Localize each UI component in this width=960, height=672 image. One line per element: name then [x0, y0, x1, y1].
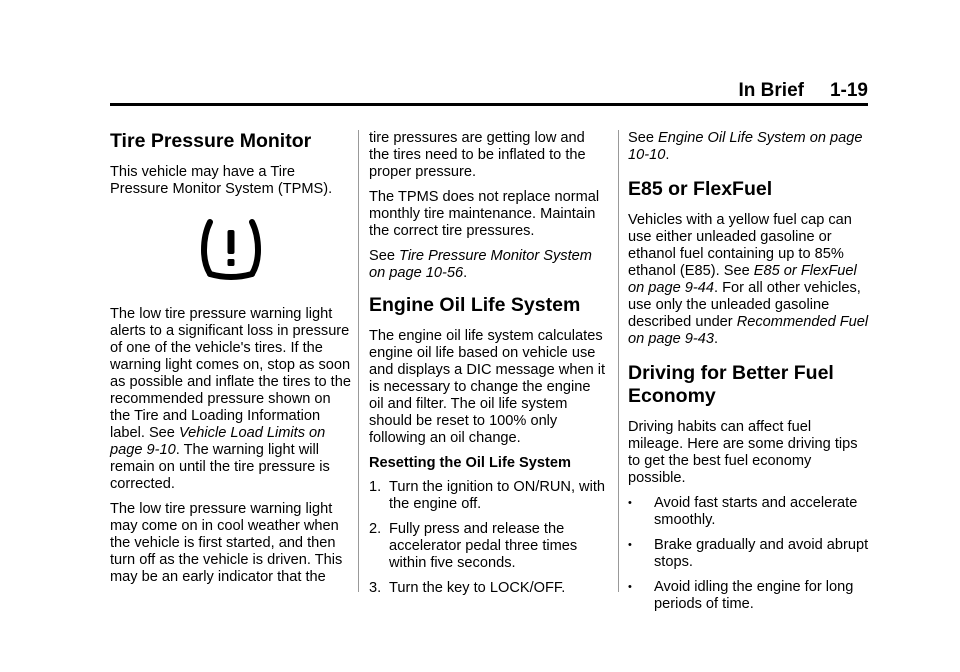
cross-reference: Engine Oil Life System on page 10-10: [628, 130, 863, 163]
header-rule: [110, 103, 868, 106]
list-item: 3. Turn the key to LOCK/OFF.: [369, 580, 566, 596]
column-2: [369, 130, 609, 605]
list-item: • Brake gradually and avoid abrupt stops.: [628, 537, 869, 570]
column-3: [628, 130, 870, 621]
bullet-icon: •: [628, 581, 632, 593]
page-number: 1-19: [829, 80, 868, 101]
tire-pressure-warning-icon: [198, 218, 264, 282]
tpms-see-reference: See Tire Pressure Monitor System on page 10-56.: [369, 248, 592, 281]
oil-life-paragraph: The engine oil life system calculates engine oil life based on vehicle use and displays a DIC message when it is necessary to change the engine oil and filter. The oil life system should be reset to 100% only following an oil change.: [369, 328, 606, 446]
page-header: [739, 80, 868, 102]
section-heading-e85-flexfuel: E85 or FlexFuel: [628, 178, 773, 200]
fuel-economy-paragraph: Driving habits can affect fuel mileage. Here are some driving tips to get the best fuel economy possible.: [628, 419, 858, 486]
section-heading-engine-oil-life: Engine Oil Life System: [369, 294, 581, 316]
cross-reference: Tire Pressure Monitor System on page 10-56: [369, 248, 592, 281]
section-title: In Brief: [738, 80, 804, 101]
bullet-icon: •: [628, 497, 632, 509]
tpms-intro: This vehicle may have a Tire Pressure Monitor System (TPMS).: [110, 164, 333, 197]
tpms-warning-icon-container: [110, 218, 352, 282]
list-item: 2. Fully press and release the accelerator pedal three times within five seconds.: [369, 521, 578, 571]
cross-reference: E85 or FlexFuel on page 9-44: [628, 263, 857, 296]
driving-tips-list: [628, 495, 870, 613]
tpms-maintenance-paragraph: The TPMS does not replace normal monthly tire maintenance. Maintain the correct tire pressures.: [369, 189, 600, 239]
section-heading-fuel-economy: Driving for Better Fuel Economy: [628, 362, 834, 407]
list-item: 1. Turn the ignition to ON/RUN, with the engine off.: [369, 479, 606, 512]
oil-life-see-reference: See Engine Oil Life System on page 10-10.: [628, 130, 863, 163]
e85-paragraph: Vehicles with a yellow fuel cap can use either unleaded gasoline or ethanol fuel containing up to 85% ethanol (E85). See E85 or FlexFuel on page 9-44. For all other vehicles, use only the unleaded gasoline described under Recommended Fuel on page 9-43.: [628, 212, 869, 347]
cross-reference: Vehicle Load Limits on page 9-10: [110, 425, 326, 458]
reset-steps-list: [369, 479, 609, 597]
list-item: • Avoid idling the engine for long periods of time.: [628, 579, 854, 612]
section-heading-tire-pressure-monitor: Tire Pressure Monitor: [110, 130, 312, 152]
column-1: [110, 130, 352, 594]
tpms-cold-weather-paragraph: The low tire pressure warning light may come on in cool weather when the vehicle is first started, and then turn off as the vehicle is driven. This may be an early indicator that the: [110, 501, 343, 585]
tpms-warning-paragraph: The low tire pressure warning light alerts to a significant loss in pressure of one of the vehicle's tires. If the warning light comes on, stop as soon as possible and inflate the tires to the recommended pressure shown on the Tire and Loading Information label. See Vehicle Load Limits on page 9-10. The warning light will remain on until the tire pressure is corrected.: [110, 306, 351, 492]
cross-reference: Recommended Fuel on page 9-43: [628, 314, 869, 347]
tpms-continued-paragraph: tire pressures are getting low and the tires need to be inflated to the proper pressure.: [369, 130, 586, 180]
bullet-icon: •: [628, 539, 632, 551]
column-divider: [618, 130, 619, 592]
subheading-reset-oil-life: Resetting the Oil Life System: [369, 455, 571, 471]
column-divider: [358, 130, 359, 592]
list-item: • Avoid fast starts and accelerate smoothly.: [628, 495, 858, 528]
